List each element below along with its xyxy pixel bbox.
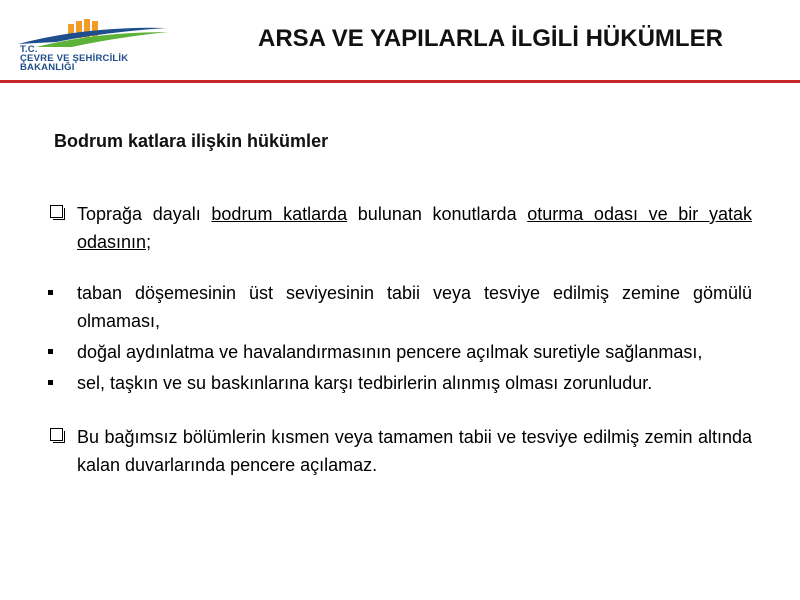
checkbox-bullet-icon bbox=[48, 423, 68, 451]
bullet-item bbox=[48, 279, 752, 335]
bullet-text: doğal aydınlatma ve havalandırmasının pencere açılmak suretiyle sağlanması, bbox=[77, 342, 703, 362]
page-title: ARSA VE YAPILARLA İLGİLİ HÜKÜMLER bbox=[258, 25, 723, 52]
logo-emblem-icon bbox=[16, 18, 176, 48]
square-bullet-icon bbox=[48, 338, 68, 366]
bullet-text: sel, taşkın ve su baskınlarına karşı tedbirlerin alınmış olması zorunludur. bbox=[77, 373, 653, 393]
bullet-item bbox=[48, 369, 752, 397]
square-bullet-icon bbox=[48, 369, 68, 397]
logo-text-bakanligi: BAKANLIĞI bbox=[20, 62, 75, 73]
content-body bbox=[48, 200, 752, 479]
section-subheading: Bodrum katlara ilişkin hükümler bbox=[54, 131, 329, 151]
square-bullet-icon bbox=[48, 279, 68, 307]
para2-text: Bu bağımsız bölümlerin kısmen veya tamamen tabii ve tesviye edilmiş zemin altında kalan duvarlarında pencere açılamaz. bbox=[77, 427, 752, 475]
para1-text bbox=[77, 204, 752, 252]
logo-text-ministry: ÇEVRE VE ŞEHİRCİLİK bbox=[20, 53, 129, 64]
underlined-term: bodrum katlarda bbox=[211, 204, 348, 224]
text-run: bulunan konutlarda bbox=[347, 204, 528, 224]
logo-text-tc: T.C. bbox=[20, 44, 38, 55]
text-run: ; bbox=[146, 232, 152, 252]
text-run: Toprağa dayalı bbox=[77, 204, 212, 224]
bullet-item bbox=[48, 338, 752, 366]
checkbox-bullet-icon bbox=[48, 200, 68, 228]
ministry-logo bbox=[16, 18, 176, 80]
bullet-text: taban döşemesinin üst seviyesinin tabii veya tesviye edilmiş zemine gömülü olmaması, bbox=[77, 283, 752, 331]
underlined-term: oturma odası ve bir yatak odasının bbox=[77, 204, 752, 252]
paragraph-item bbox=[48, 200, 752, 256]
paragraph-item bbox=[48, 423, 752, 479]
header-divider bbox=[0, 80, 800, 83]
